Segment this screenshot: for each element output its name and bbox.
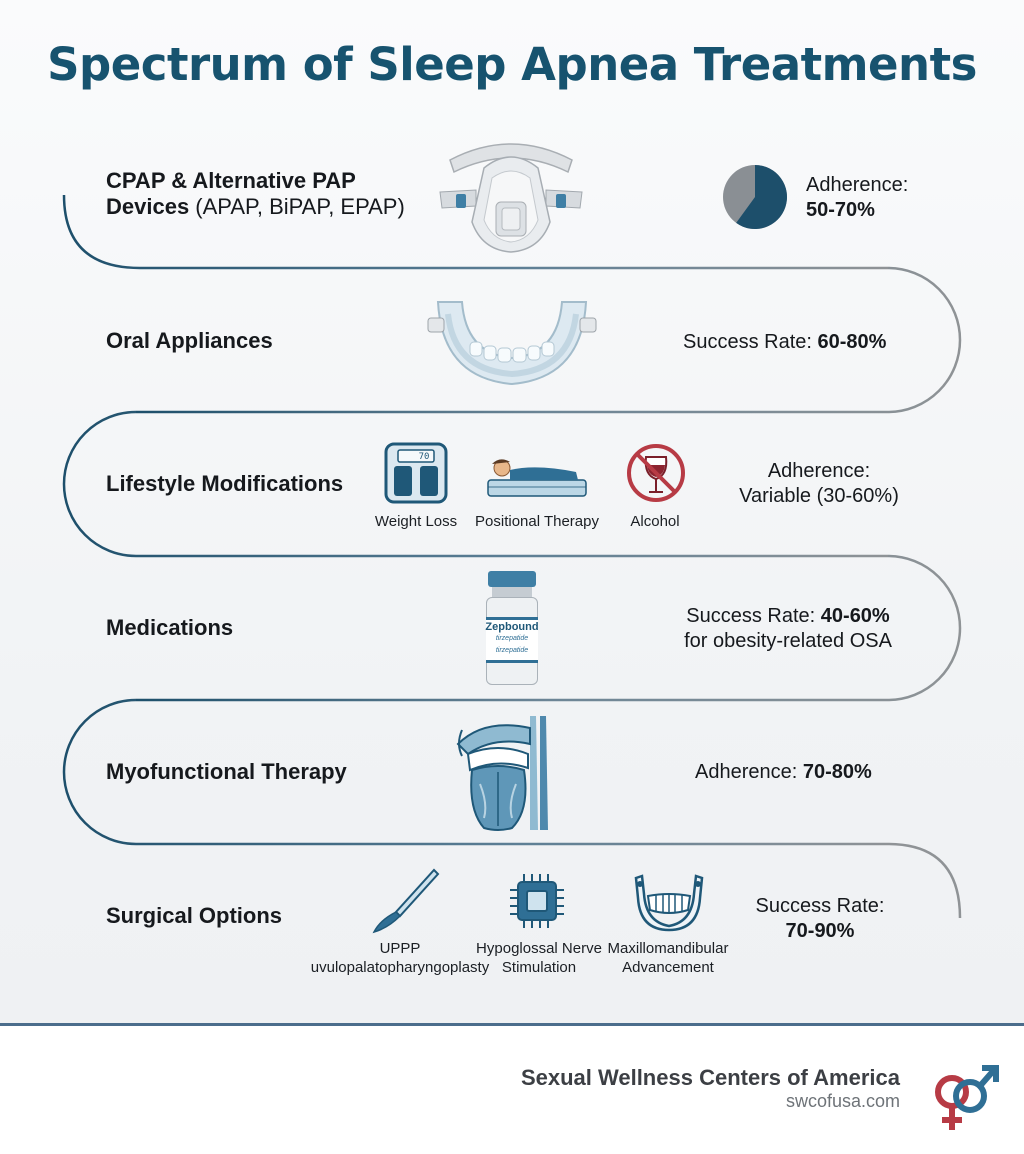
medications-label: Medications: [106, 615, 234, 640]
medications-stat-value: 40-60%: [820, 605, 890, 627]
surgical-item-hypoglossal: [474, 939, 604, 977]
surgical-item-uppp: [300, 939, 500, 977]
cpap-stat: [806, 173, 908, 223]
track-segment-6: [888, 844, 960, 918]
cpap-label: [106, 168, 405, 220]
oral-appliance-icon: [424, 292, 600, 394]
lifestyle-stat-line1: Adherence:: [767, 460, 871, 482]
footer-brand: Sexual Wellness Centers of America: [520, 1065, 900, 1090]
vial-sub1: tirzepatide: [495, 635, 529, 642]
adherence-pie-chart: [722, 164, 788, 230]
medications-stat: [666, 604, 910, 654]
tongue-airway-icon: [454, 714, 560, 832]
surgical-item-hypoglossal-line2: Stimulation: [501, 959, 577, 976]
myofunctional-stat-value: 70-80%: [802, 761, 872, 783]
surgical-item-maxillomandibular-line1: Maxillomandibular: [607, 940, 729, 957]
oral-stat-value: 60-80%: [817, 331, 887, 353]
jaw-icon: [632, 872, 706, 932]
footer-divider: [0, 1023, 1024, 1026]
surgical-item-maxillomandibular-line2: Advancement: [622, 959, 714, 976]
cpap-label-line2-light: (APAP, BiPAP, EPAP): [189, 194, 405, 219]
vial-brand: Zepbound: [485, 621, 539, 633]
cpap-stat-value: 50-70%: [806, 199, 875, 221]
surgical-item-uppp-line1: UPPP: [379, 940, 421, 957]
cpap-mask-icon: [436, 132, 586, 258]
cpap-label-line2-bold: Devices: [106, 194, 190, 219]
lifestyle-item-alcohol: Alcohol: [630, 513, 680, 530]
medications-stat-label: Success Rate:: [686, 605, 821, 627]
myofunctional-stat: [695, 760, 872, 785]
page-title: Spectrum of Sleep Apnea Treatments: [47, 38, 977, 91]
scale-readout: 70: [418, 452, 430, 462]
oral-stat: [683, 330, 886, 355]
vial-sub2: tirzepatide: [495, 647, 529, 654]
oral-appliances-label: Oral Appliances: [106, 328, 273, 353]
oral-stat-label: Success Rate:: [683, 331, 818, 353]
lifestyle-item-positional-therapy: Positional Therapy: [475, 513, 599, 530]
positional-therapy-icon: [486, 456, 588, 498]
surgical-item-uppp-line2: uvulopalatopharyngoplasty: [310, 959, 490, 976]
myofunctional-label: Myofunctional Therapy: [106, 759, 347, 784]
cpap-label-line1: CPAP & Alternative PAP: [106, 168, 356, 193]
footer-site: swcofusa.com: [785, 1091, 900, 1111]
lifestyle-item-weight-loss: Weight Loss: [374, 513, 458, 530]
scalpel-icon: [370, 866, 440, 936]
lifestyle-stat-line2: Variable (30-60%): [739, 485, 899, 507]
medication-vial-icon: [484, 571, 540, 687]
cpap-stat-label: Adherence:: [806, 174, 909, 196]
surgical-item-hypoglossal-line1: Hypoglossal Nerve: [476, 940, 602, 957]
surgical-stat-line1: Success Rate:: [755, 895, 885, 917]
surgical-label: Surgical Options: [106, 903, 283, 928]
gender-symbols-logo: [922, 1058, 1002, 1138]
medications-stat-line2: for obesity-related OSA: [684, 630, 892, 652]
surgical-item-maxillomandibular: [604, 939, 732, 977]
surgical-stat: [750, 894, 890, 944]
lifestyle-stat: [724, 459, 914, 509]
surgical-stat-line2: 70-90%: [785, 920, 855, 942]
myofunctional-stat-label: Adherence:: [695, 761, 803, 783]
no-alcohol-icon: [624, 443, 688, 503]
nerve-stimulator-chip-icon: [508, 872, 568, 930]
lifestyle-label: Lifestyle Modifications: [106, 471, 344, 496]
